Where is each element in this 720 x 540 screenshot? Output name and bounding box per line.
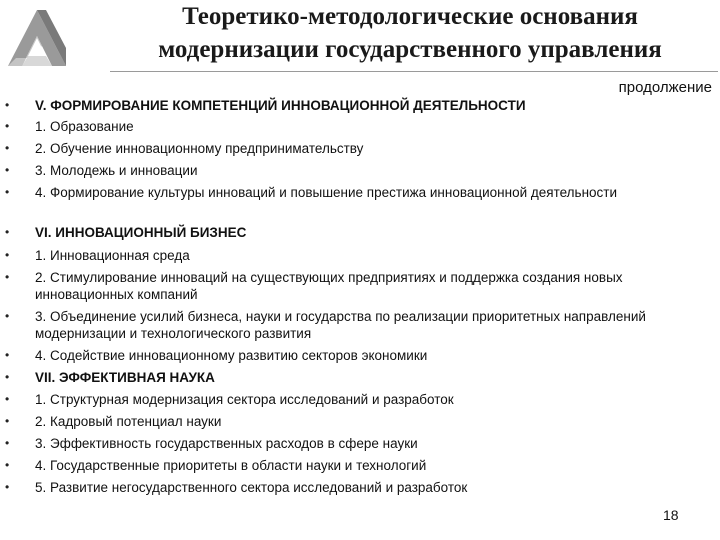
continuation-label: продолжение xyxy=(618,79,712,96)
bullet-icon: • xyxy=(5,225,10,239)
bullet-icon: • xyxy=(5,185,10,199)
list-item-text: 4. Формирование культуры инноваций и повышение престижа инновационной деятельности xyxy=(35,185,618,200)
list-item-text: 2. Стимулирование инноваций на существующих предприятиях и поддержка создания новых инновационных компаний xyxy=(35,270,623,302)
bullet-icon: • xyxy=(5,370,10,384)
list-item-text: 2. Обучение инновационному предпринимательству xyxy=(35,141,364,156)
bullet-icon: • xyxy=(5,248,10,262)
bullet-icon: • xyxy=(5,309,10,323)
list-item-text: 5. Развитие негосударственного сектора исследований и разработок xyxy=(35,480,468,495)
page-number: 18 xyxy=(663,507,679,523)
list-item-text: 4. Государственные приоритеты в области науки и технологий xyxy=(35,458,427,473)
bullet-icon: • xyxy=(5,480,10,494)
bullet-icon: • xyxy=(5,414,10,428)
list-item-text: 3. Молодежь и инновации xyxy=(35,163,198,178)
list-item-text: 1. Инновационная среда xyxy=(35,248,190,263)
header-divider xyxy=(110,71,718,72)
logo-impossible-triangle-icon xyxy=(6,8,68,70)
bullet-icon: • xyxy=(5,392,10,406)
section-heading: VII. ЭФФЕКТИВНАЯ НАУКА xyxy=(35,370,215,385)
page-title xyxy=(110,0,710,66)
bullet-icon: • xyxy=(5,163,10,177)
list-item-text: 3. Эффективность государственных расходов в сфере науки xyxy=(35,436,418,451)
bullet-icon: • xyxy=(5,436,10,450)
section-heading: V. ФОРМИРОВАНИЕ КОМПЕТЕНЦИЙ ИННОВАЦИОННОЙ ДЕЯТЕЛЬНОСТИ xyxy=(35,98,526,113)
list-item-text: 3. Объединение усилий бизнеса, науки и государства по реализации приоритетных направлений модернизации и технологического развития xyxy=(35,309,646,341)
bullet-icon: • xyxy=(5,119,10,133)
list-item-text: 1. Образование xyxy=(35,119,134,134)
list-item-text: 4. Содействие инновационному развитию секторов экономики xyxy=(35,348,428,363)
section-heading: VI. ИННОВАЦИОННЫЙ БИЗНЕС xyxy=(35,225,247,240)
list-item-text: 1. Структурная модернизация сектора исследований и разработок xyxy=(35,392,454,407)
bullet-icon: • xyxy=(5,270,10,284)
title-line-1: Теоретико-методологические основания xyxy=(182,3,638,30)
bullet-icon: • xyxy=(5,141,10,155)
bullet-icon: • xyxy=(5,98,10,112)
bullet-icon: • xyxy=(5,458,10,472)
list-item-text: 2. Кадровый потенциал науки xyxy=(35,414,222,429)
title-line-2: модернизации государственного управления xyxy=(158,36,662,63)
bullet-icon: • xyxy=(5,348,10,362)
